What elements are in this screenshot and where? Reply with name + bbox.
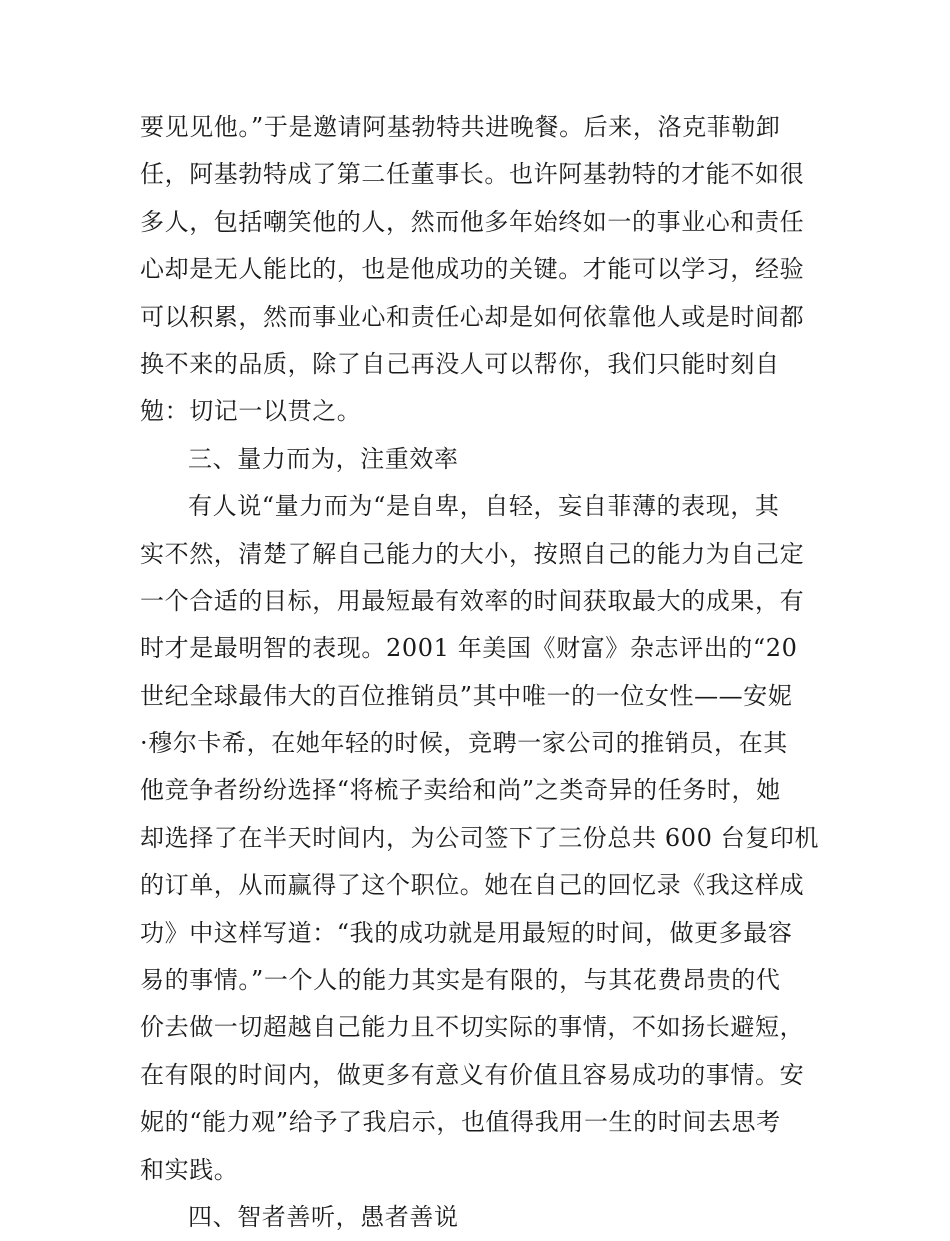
paragraph-line: 却选择了在半天时间内，为公司签下了三份总共 600 台复印机: [140, 823, 820, 852]
paragraph-line: 和实践。: [140, 1155, 239, 1184]
section-heading: 四、智者善听，愚者善说: [188, 1202, 459, 1231]
section-heading: 三、量力而为，注重效率: [188, 444, 459, 473]
paragraph-line: 价去做一切超越自己能力且不切实际的事情，不如扬长避短，: [140, 1013, 805, 1042]
paragraph-line: 可以积累，然而事业心和责任心却是如何依靠他人或是时间都: [140, 302, 805, 331]
paragraph-line: 勉：切记一以贯之。: [140, 397, 362, 426]
paragraph-line: 易的事情。”一个人的能力其实是有限的，与其花费昂贵的代: [140, 966, 781, 995]
paragraph-line: ·穆尔卡希，在她年轻的时候，竞聘一家公司的推销员，在其: [140, 729, 788, 758]
paragraph-line: 多人，包括嘲笑他的人，然而他多年始终如一的事业心和责任: [140, 207, 805, 236]
paragraph-line: 心却是无人能比的，也是他成功的关键。才能可以学习，经验: [140, 255, 805, 284]
paragraph-line: 在有限的时间内，做更多有意义有价值且容易成功的事情。安: [140, 1060, 805, 1089]
paragraph-line: 有人说“量力而为“是自卑，自轻，妄自菲薄的表现，其: [188, 492, 780, 521]
paragraph-line: 实不然，清楚了解自己能力的大小，按照自己的能力为自己定: [140, 539, 805, 568]
paragraph-line: 要见见他。”于是邀请阿基勃特共进晚餐。后来，洛克菲勒卸: [140, 113, 781, 141]
paragraph-line: 换不来的品质，除了自己再没人可以帮你，我们只能时刻自: [140, 349, 780, 378]
paragraph-line: 的订单，从而赢得了这个职位。她在自己的回忆录《我这样成: [140, 871, 805, 900]
document-body: [140, 104, 820, 1241]
paragraph-line: 他竞争者纷纷选择“将梳子卖给和尚”之类奇异的任务时，她: [140, 776, 781, 805]
paragraph-line: 世纪全球最伟大的百位推销员”其中唯一的一位女性——安妮: [140, 681, 793, 710]
paragraph-line: 任，阿基勃特成了第二任董事长。也许阿基勃特的才能不如很: [140, 160, 805, 189]
paragraph-line: 妮的“能力观”给予了我启示，也值得我用一生的时间去思考: [140, 1108, 781, 1137]
paragraph-line: 一个合适的目标，用最短最有效率的时间获取最大的成果，有: [140, 586, 805, 615]
paragraph-line: 功》中这样写道：“我的成功就是用最短的时间，做更多最容: [140, 918, 793, 947]
paragraph-line: 时才是最明智的表现。2001 年美国《财富》杂志评出的“20: [140, 634, 798, 663]
